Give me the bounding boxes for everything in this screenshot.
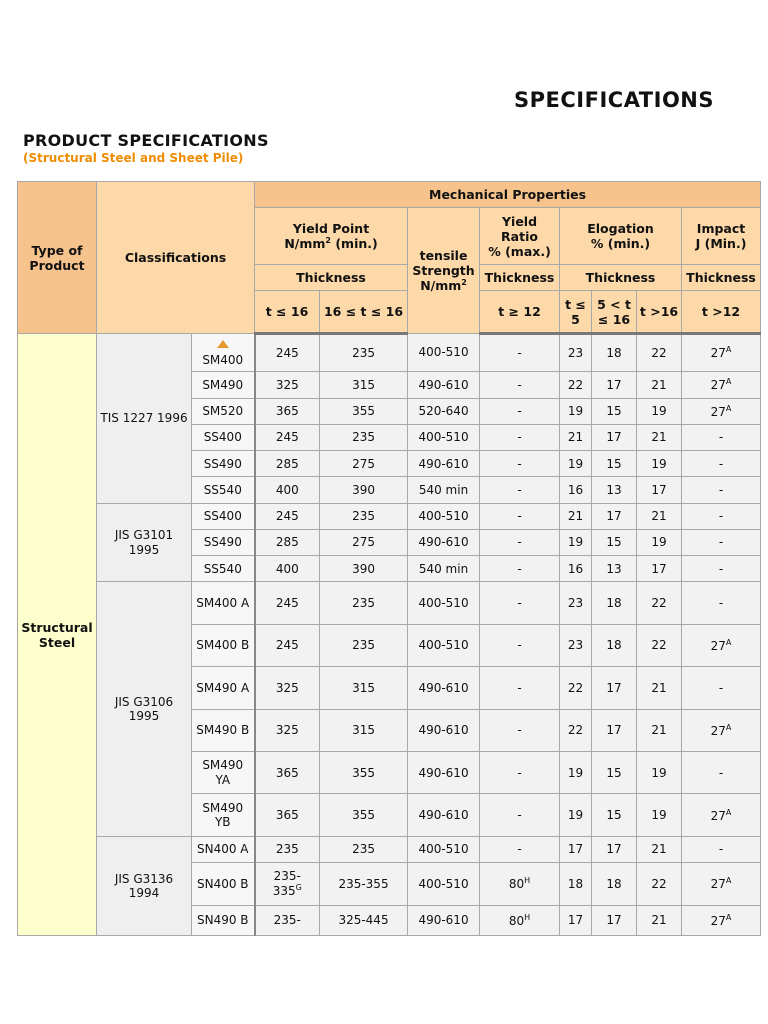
header-yield-ratio-line1: Yield	[501, 213, 538, 229]
header-thickness-impact: Thickness	[682, 265, 761, 291]
grade-cell	[192, 424, 255, 450]
header-impact-line2: J (Min.)	[695, 236, 747, 251]
yield-point-t-16-range: 325-445	[320, 905, 408, 935]
elongation-t-le-5: 22	[560, 667, 592, 709]
grade-cell	[192, 624, 255, 666]
grade-label: SM490 YB	[202, 800, 244, 830]
classification: JIS G3136 1994	[97, 836, 192, 935]
yield-point-value: 325	[275, 723, 299, 738]
yield-point-t-16-range: 235	[320, 624, 408, 666]
yield-point-value: 400	[275, 561, 299, 576]
tensile-strength: 400-510	[408, 334, 480, 372]
impact-value	[682, 836, 761, 862]
grade-label: SS490	[203, 456, 242, 471]
yield-point-t-le-16	[255, 372, 320, 398]
grade-cell	[192, 334, 255, 372]
yield-point-t-16-range: 235	[320, 334, 408, 372]
header-classifications: Classifications	[97, 182, 255, 334]
header-t-16-range: 16 ≤ t ≤ 16	[320, 291, 408, 334]
grade-label: SM490	[202, 377, 244, 392]
impact-note: A	[725, 876, 732, 886]
yield-point-t-le-16	[255, 529, 320, 555]
grade-cell	[192, 667, 255, 709]
yield-point-t-le-16	[255, 667, 320, 709]
product-specifications-title: PRODUCT SPECIFICATIONS	[23, 131, 269, 150]
yield-ratio	[480, 624, 560, 666]
impact-value	[682, 372, 761, 398]
impact-number: 27	[710, 378, 726, 393]
grade-label: SN400 A	[196, 842, 249, 857]
yield-point-value: 245	[275, 345, 299, 360]
impact-number: -	[718, 430, 724, 445]
impact-value	[682, 556, 761, 582]
yield-ratio	[480, 836, 560, 862]
header-yield-point-label: Yield Point	[292, 220, 370, 236]
elongation-t-le-5: 19	[560, 752, 592, 794]
grade-cell	[192, 477, 255, 503]
elongation-t-gt-16: 21	[637, 503, 682, 529]
yield-point-value: 235- 335	[272, 868, 301, 899]
yield-ratio-value: -	[517, 808, 522, 822]
elongation-t-5-16: 15	[592, 451, 637, 477]
grade-cell	[192, 905, 255, 935]
impact-number: 27	[710, 638, 726, 653]
grade-label: SM490 YA	[202, 758, 244, 787]
grade-cell	[192, 836, 255, 862]
impact-value	[682, 529, 761, 555]
grade-cell	[192, 582, 255, 624]
yield-point-t-16-range: 355	[320, 398, 408, 424]
impact-value	[682, 752, 761, 794]
header-yield-ratio-line3: % (max.)	[488, 243, 551, 259]
tensile-strength: 540 min	[408, 556, 480, 582]
elongation-t-gt-16: 21	[637, 667, 682, 709]
yield-ratio	[480, 529, 560, 555]
header-tensile-unit: N/mm	[420, 278, 462, 294]
elongation-t-5-16: 13	[592, 477, 637, 503]
impact-note: A	[725, 807, 732, 817]
elongation-t-le-5: 23	[560, 582, 592, 624]
elongation-t-5-16: 17	[592, 836, 637, 862]
impact-number: -	[718, 509, 724, 524]
yield-point-t-16-range: 315	[320, 709, 408, 751]
impact-number: -	[718, 842, 724, 857]
yield-point-t-le-16	[255, 863, 320, 905]
header-thickness-yield-point: Thickness	[255, 265, 408, 291]
impact-value	[682, 667, 761, 709]
grade-label: SM400	[202, 352, 244, 367]
yield-ratio	[480, 503, 560, 529]
header-thickness-yield-ratio: Thickness	[480, 265, 560, 291]
yield-point-t-le-16	[255, 503, 320, 529]
impact-number: -	[718, 680, 724, 695]
grade-cell	[192, 752, 255, 794]
impact-number: 27	[710, 346, 726, 361]
grade-cell	[192, 863, 255, 905]
yield-ratio-value: -	[517, 842, 522, 857]
yield-point-t-16-range: 235-355	[320, 863, 408, 905]
yield-point-value: 235	[275, 842, 299, 857]
yield-point-value: 325	[275, 377, 299, 392]
yield-point-t-16-range: 235	[320, 836, 408, 862]
elongation-t-5-16: 17	[592, 905, 637, 935]
header-yield-point-min: (min.)	[335, 236, 378, 252]
header-yield-point	[255, 208, 408, 265]
yield-point-t-16-range: 355	[320, 752, 408, 794]
elongation-t-gt-16: 19	[637, 752, 682, 794]
yield-ratio-note: H	[524, 876, 531, 886]
elongation-t-le-5: 19	[560, 794, 592, 836]
table-row	[18, 334, 761, 372]
yield-ratio	[480, 556, 560, 582]
yield-ratio	[480, 372, 560, 398]
header-elongation-line2: % (min.)	[590, 236, 651, 251]
yield-ratio-value: -	[517, 535, 522, 550]
elongation-t-5-16: 18	[592, 863, 637, 905]
table-row	[18, 503, 761, 529]
header-t-5-16: 5 < t ≤ 16	[592, 291, 637, 334]
tensile-strength: 400-510	[408, 424, 480, 450]
elongation-t-gt-16: 21	[637, 424, 682, 450]
elongation-t-le-5: 22	[560, 372, 592, 398]
yield-ratio-value: 80	[508, 913, 525, 928]
yield-point-t-16-range: 235	[320, 424, 408, 450]
elongation-t-5-16: 15	[592, 529, 637, 555]
header-impact	[682, 208, 761, 265]
elongation-t-gt-16: 19	[637, 794, 682, 836]
elongation-t-le-5: 19	[560, 529, 592, 555]
impact-value	[682, 503, 761, 529]
yield-point-value: 245	[275, 430, 299, 445]
impact-value	[682, 794, 761, 836]
header-tensile-unit-sup: 2	[461, 277, 467, 287]
elongation-t-le-5: 19	[560, 398, 592, 424]
yield-ratio-value: -	[517, 377, 522, 392]
elongation-t-gt-16: 21	[637, 905, 682, 935]
impact-value	[682, 398, 761, 424]
grade-label: SS400	[203, 430, 242, 445]
grade-cell	[192, 372, 255, 398]
tensile-strength: 400-510	[408, 582, 480, 624]
elongation-t-gt-16: 22	[637, 582, 682, 624]
yield-ratio-note: H	[524, 912, 531, 922]
tensile-strength: 400-510	[408, 624, 480, 666]
yield-ratio-value: -	[517, 680, 522, 695]
yield-point-t-16-range: 235	[320, 503, 408, 529]
grade-cell	[192, 529, 255, 555]
impact-number: -	[718, 595, 724, 610]
header-t-gt-16: t >16	[637, 291, 682, 334]
yield-point-t-le-16	[255, 477, 320, 503]
impact-number: -	[718, 535, 724, 550]
impact-value	[682, 624, 761, 666]
yield-point-t-16-range: 390	[320, 556, 408, 582]
tensile-strength: 490-610	[408, 752, 480, 794]
grade-label: SS400	[203, 509, 242, 524]
yield-point-value: 325	[275, 680, 299, 695]
grade-label: SS540	[203, 561, 242, 576]
yield-point-t-le-16	[255, 794, 320, 836]
classification: JIS G3106 1995	[97, 582, 192, 837]
yield-ratio	[480, 905, 560, 935]
elongation-t-5-16: 15	[592, 794, 637, 836]
classification: JIS G3101 1995	[97, 503, 192, 582]
yield-ratio	[480, 863, 560, 905]
yield-ratio	[480, 794, 560, 836]
grade-label: SN490 B	[196, 913, 249, 928]
header-tensile-line2: Strength	[412, 262, 475, 278]
yield-ratio	[480, 451, 560, 477]
header-impact-line1: Impact	[696, 221, 746, 236]
impact-note: A	[725, 345, 732, 355]
elongation-t-gt-16: 19	[637, 398, 682, 424]
elongation-t-gt-16: 22	[637, 863, 682, 905]
yield-point-value: 245	[275, 509, 299, 524]
yield-ratio	[480, 477, 560, 503]
yield-point-value: 365	[275, 808, 299, 822]
yield-point-t-16-range: 315	[320, 667, 408, 709]
yield-point-t-le-16	[255, 556, 320, 582]
grade-label: SM400 A	[196, 595, 250, 610]
grade-cell	[192, 794, 255, 836]
elongation-t-le-5: 16	[560, 556, 592, 582]
product-specifications-subtitle: (Structural Steel and Sheet Pile)	[23, 151, 244, 165]
impact-note: A	[725, 912, 732, 922]
header-t-ge-12: t ≥ 12	[480, 291, 560, 334]
elongation-t-5-16: 17	[592, 503, 637, 529]
elongation-t-le-5: 19	[560, 451, 592, 477]
yield-point-t-le-16	[255, 752, 320, 794]
elongation-t-gt-16: 19	[637, 529, 682, 555]
product-type: Structural Steel	[18, 334, 97, 936]
grade-label: SN400 B	[196, 876, 249, 891]
impact-number: 27	[710, 404, 726, 419]
header-elongation-line1: Elogation	[587, 221, 654, 236]
elongation-t-5-16: 15	[592, 398, 637, 424]
yield-ratio-value: 80	[508, 877, 525, 892]
elongation-t-le-5: 23	[560, 624, 592, 666]
tensile-strength: 490-610	[408, 905, 480, 935]
elongation-t-gt-16: 19	[637, 451, 682, 477]
grade-cell	[192, 398, 255, 424]
page-title: SPECIFICATIONS	[514, 88, 714, 112]
yield-point-value: 285	[275, 456, 299, 471]
yield-point-t-16-range: 275	[320, 529, 408, 555]
grade-label: SM490 A	[196, 680, 250, 695]
impact-number: -	[718, 456, 724, 471]
yield-point-t-16-range: 390	[320, 477, 408, 503]
yield-ratio-value: -	[517, 482, 522, 497]
elongation-t-le-5: 21	[560, 503, 592, 529]
elongation-t-le-5: 17	[560, 905, 592, 935]
tensile-strength: 490-610	[408, 451, 480, 477]
tensile-strength: 400-510	[408, 836, 480, 862]
yield-point-value: 365	[275, 404, 299, 419]
yield-point-note: G	[295, 883, 302, 893]
impact-number: -	[718, 765, 724, 780]
header-t-gt-12: t >12	[682, 291, 761, 334]
yield-ratio	[480, 334, 560, 372]
header-tensile-line1: tensile	[419, 247, 468, 263]
yield-ratio	[480, 752, 560, 794]
impact-number: 27	[710, 877, 726, 892]
elongation-t-5-16: 18	[592, 334, 637, 372]
tensile-strength: 490-610	[408, 709, 480, 751]
yield-ratio	[480, 582, 560, 624]
elongation-t-5-16: 18	[592, 624, 637, 666]
elongation-t-le-5: 23	[560, 334, 592, 372]
elongation-t-gt-16: 17	[637, 477, 682, 503]
impact-number: 27	[710, 913, 726, 928]
triangle-icon	[217, 340, 229, 348]
grade-cell	[192, 503, 255, 529]
elongation-t-gt-16: 22	[637, 624, 682, 666]
elongation-t-5-16: 17	[592, 372, 637, 398]
table-row	[18, 582, 761, 624]
tensile-strength: 520-640	[408, 398, 480, 424]
impact-number: -	[718, 561, 724, 576]
impact-note: A	[725, 637, 732, 647]
grade-cell	[192, 709, 255, 751]
elongation-t-le-5: 21	[560, 424, 592, 450]
yield-point-t-16-range: 315	[320, 372, 408, 398]
impact-note: A	[725, 722, 732, 732]
yield-point-t-16-range: 235	[320, 582, 408, 624]
yield-ratio-value: -	[517, 595, 522, 610]
elongation-t-gt-16: 22	[637, 334, 682, 372]
yield-point-t-le-16	[255, 709, 320, 751]
grade-label: SS490	[203, 535, 242, 550]
yield-point-value: 245	[275, 595, 299, 610]
elongation-t-5-16: 18	[592, 582, 637, 624]
yield-point-t-le-16	[255, 624, 320, 666]
header-yield-ratio	[480, 208, 560, 265]
grade-cell	[192, 556, 255, 582]
yield-ratio-value: -	[517, 345, 522, 360]
yield-ratio	[480, 424, 560, 450]
yield-ratio-value: -	[517, 430, 522, 445]
elongation-t-le-5: 22	[560, 709, 592, 751]
grade-cell	[192, 451, 255, 477]
tensile-strength: 490-610	[408, 372, 480, 398]
elongation-t-5-16: 13	[592, 556, 637, 582]
header-t-le-5: t ≤ 5	[560, 291, 592, 334]
elongation-t-le-5: 18	[560, 863, 592, 905]
header-elongation	[560, 208, 682, 265]
grade-label: SM520	[202, 404, 244, 419]
header-yield-point-unit-sup: 2	[325, 235, 331, 245]
tensile-strength: 490-610	[408, 529, 480, 555]
yield-point-value: 235-	[273, 913, 301, 928]
elongation-t-gt-16: 21	[637, 836, 682, 862]
elongation-t-5-16: 17	[592, 709, 637, 751]
impact-note: A	[725, 377, 732, 387]
yield-ratio	[480, 709, 560, 751]
header-tensile-strength	[408, 208, 480, 334]
impact-number: 27	[710, 808, 726, 823]
grade-label: SM490 B	[196, 723, 250, 738]
impact-value	[682, 905, 761, 935]
elongation-t-5-16: 17	[592, 424, 637, 450]
impact-number: -	[718, 482, 724, 497]
yield-point-t-le-16	[255, 836, 320, 862]
impact-value	[682, 863, 761, 905]
yield-point-t-le-16	[255, 424, 320, 450]
yield-point-value: 245	[275, 638, 299, 653]
header-yield-point-unit: N/mm	[284, 236, 326, 252]
elongation-t-gt-16: 21	[637, 709, 682, 751]
yield-point-t-le-16	[255, 582, 320, 624]
elongation-t-5-16: 17	[592, 667, 637, 709]
tensile-strength: 540 min	[408, 477, 480, 503]
yield-ratio-value: -	[517, 561, 522, 576]
specifications-body	[18, 334, 761, 936]
elongation-t-5-16: 15	[592, 752, 637, 794]
impact-note: A	[725, 403, 732, 413]
table-row	[18, 836, 761, 862]
yield-point-t-le-16	[255, 334, 320, 372]
elongation-t-le-5: 16	[560, 477, 592, 503]
yield-ratio	[480, 667, 560, 709]
yield-ratio-value: -	[517, 765, 522, 780]
impact-value	[682, 334, 761, 372]
grade-label: SS540	[203, 482, 242, 497]
yield-point-value: 285	[275, 535, 299, 550]
yield-point-t-le-16	[255, 398, 320, 424]
yield-ratio-value: -	[517, 723, 522, 738]
yield-point-t-16-range: 355	[320, 794, 408, 836]
grade-label: SM400 B	[196, 638, 250, 653]
impact-value	[682, 582, 761, 624]
yield-point-value: 365	[275, 765, 299, 780]
header-t-le-16: t ≤ 16	[255, 291, 320, 334]
elongation-t-le-5: 17	[560, 836, 592, 862]
tensile-strength: 400-510	[408, 503, 480, 529]
impact-value	[682, 424, 761, 450]
yield-point-t-le-16	[255, 451, 320, 477]
classification: TIS 1227 1996	[97, 334, 192, 504]
elongation-t-gt-16: 17	[637, 556, 682, 582]
yield-point-t-16-range: 275	[320, 451, 408, 477]
yield-ratio-value: -	[517, 404, 522, 419]
specifications-table	[17, 181, 761, 936]
header-type-of-product: Type of Product	[18, 182, 97, 334]
yield-point-t-le-16	[255, 905, 320, 935]
tensile-strength: 400-510	[408, 863, 480, 905]
yield-ratio	[480, 398, 560, 424]
header-thickness-elongation: Thickness	[560, 265, 682, 291]
yield-ratio-value: -	[517, 456, 522, 471]
elongation-t-gt-16: 21	[637, 372, 682, 398]
yield-ratio-value: -	[517, 638, 522, 653]
yield-ratio-value: -	[517, 509, 522, 524]
header-yield-ratio-line2: Ratio	[501, 228, 538, 244]
header-mechanical-properties: Mechanical Properties	[255, 182, 761, 208]
tensile-strength: 490-610	[408, 667, 480, 709]
impact-value	[682, 451, 761, 477]
tensile-strength: 490-610	[408, 794, 480, 836]
impact-value	[682, 477, 761, 503]
yield-point-value: 400	[275, 482, 299, 497]
impact-number: 27	[710, 723, 726, 738]
impact-value	[682, 709, 761, 751]
